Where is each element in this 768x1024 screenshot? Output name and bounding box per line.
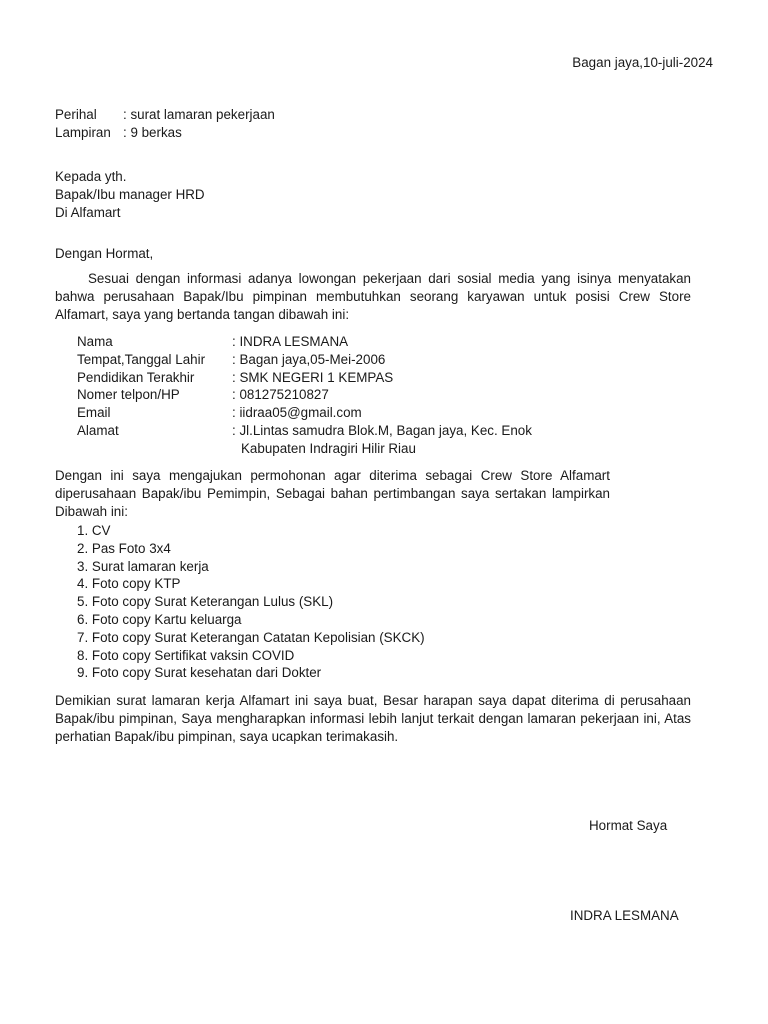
intro-paragraph: Sesuai dengan informasi adanya lowongan pekerjaan dari sosial media yang isinya menyatakan bahwa perusahaan Bapak/Ibu pimpinan membutuhkan seorang karyawan untuk posisi Crew Store Alfamart, saya yang bertanda tangan dibawah ini: (55, 271, 691, 322)
identity-value: : 081275210827 (232, 387, 329, 403)
identity-label: Tempat,Tanggal Lahir (77, 351, 206, 367)
identity-value: : iidraa05@gmail.com (232, 405, 362, 421)
identity-row (77, 386, 532, 404)
list-item: 7. Foto copy Surat Keterangan Catatan Kepolisian (SKCK) (77, 629, 425, 645)
identity-value: : Jl.Lintas samudra Blok.M, Bagan jaya, Kec. Enok (232, 422, 532, 438)
subject-row (55, 106, 275, 124)
identity-table (77, 333, 532, 458)
address-continuation: Kabupaten Indragiri Hilir Riau (241, 440, 416, 456)
attachment-list (77, 522, 425, 682)
list-item: 3. Surat lamaran kerja (77, 558, 209, 574)
identity-label: Nama (77, 334, 113, 349)
identity-value: : Bagan jaya,05-Mei-2006 (232, 351, 386, 367)
attachment-row (55, 124, 182, 142)
list-item: 4. Foto copy KTP (77, 576, 181, 592)
identity-label: Email (77, 405, 111, 421)
list-item: 9. Foto copy Surat kesehatan dari Dokter (77, 665, 322, 681)
list-item: 2. Pas Foto 3x4 (77, 540, 171, 556)
attachment-value: : 9 berkas (123, 125, 182, 140)
identity-label: Alamat (77, 422, 119, 438)
request-paragraph: Dengan ini saya mengajukan permohonan agar diterima sebagai Crew Store Alfamart diperusahaan Bapak/ibu Pemimpin, Sebagai bahan pertimbangan saya sertakan lampirkan Dibawah ini: (55, 468, 610, 519)
signer-name: INDRA LESMANA (570, 908, 679, 923)
subject-value: : surat lamaran pekerjaan (123, 107, 275, 122)
identity-label: Nomer telpon/HP (77, 387, 180, 403)
attachment-label: Lampiran (55, 125, 111, 140)
identity-row (77, 422, 532, 440)
recipient-block (55, 168, 205, 222)
closing-paragraph: Demikian surat lamaran kerja Alfamart ini saya buat, Besar harapan saya dapat diterima di perusahaan Bapak/ibu pimpinan, Saya mengharapkan informasi lebih lanjut terkait dengan lamaran pekerjaan ini, Atas perhatian Bapak/ibu pimpinan, saya ucapkan terimakasih. (55, 693, 691, 744)
identity-value: : SMK NEGERI 1 KEMPAS (232, 369, 394, 385)
recipient-line-3: Di Alfamart (55, 205, 121, 220)
identity-row (77, 369, 532, 387)
list-item: 1. CV (77, 523, 111, 538)
identity-row (77, 351, 532, 369)
list-item: 6. Foto copy Kartu keluarga (77, 611, 242, 627)
recipient-line-1: Kepada yth. (55, 169, 127, 184)
closing-phrase: Hormat Saya (589, 818, 668, 833)
identity-row (77, 333, 532, 351)
salutation: Dengan Hormat, (55, 246, 154, 261)
subject-label: Perihal (55, 107, 97, 122)
place-date: Bagan jaya,10-juli-2024 (572, 55, 713, 70)
list-item: 8. Foto copy Sertifikat vaksin COVID (77, 647, 295, 663)
identity-label: Pendidikan Terakhir (77, 369, 195, 385)
recipient-line-2: Bapak/Ibu manager HRD (55, 187, 205, 202)
identity-row (77, 404, 532, 422)
identity-value: : INDRA LESMANA (232, 334, 349, 349)
list-item: 5. Foto copy Surat Keterangan Lulus (SKL) (77, 594, 334, 610)
